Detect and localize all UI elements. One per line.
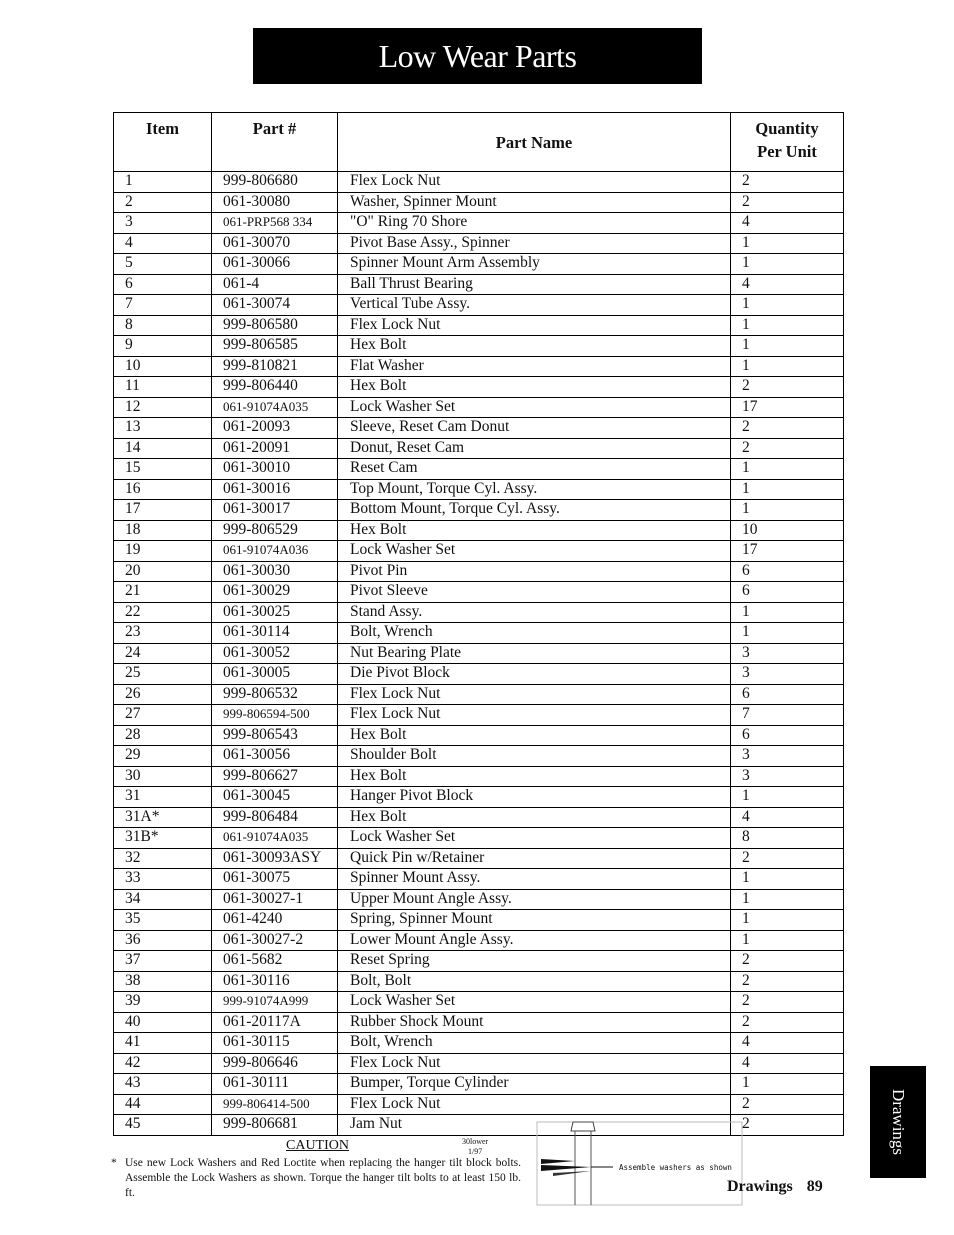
cell-item: 13 [114,418,212,439]
cell-quantity: 1 [731,254,844,275]
header-item: Item [114,113,212,172]
cell-quantity: 1 [731,479,844,500]
cell-item: 17 [114,500,212,521]
cell-quantity: 1 [731,336,844,357]
cell-item: 22 [114,602,212,623]
footer-section: Drawings [727,1178,793,1195]
cell-part-number: 999-806580 [212,315,338,336]
table-row [114,192,844,213]
cell-item: 39 [114,992,212,1013]
cell-part-name: Bolt, Wrench [338,1033,731,1054]
table-row [114,664,844,685]
cell-part-number: 061-PRP568 334 [212,213,338,234]
cell-part-number: 061-30070 [212,233,338,254]
cell-quantity: 2 [731,1094,844,1115]
cell-part-name: Hex Bolt [338,766,731,787]
cell-item: 31B* [114,828,212,849]
cell-part-number: 061-5682 [212,951,338,972]
cell-part-number: 999-806414-500 [212,1094,338,1115]
table-row [114,1053,844,1074]
cell-part-number: 061-20093 [212,418,338,439]
cell-quantity: 1 [731,787,844,808]
cell-part-number: 061-30017 [212,500,338,521]
cell-part-number: 999-806529 [212,520,338,541]
cell-part-name: Bolt, Bolt [338,971,731,992]
cell-part-name: Jam Nut [338,1115,731,1136]
cell-part-name: Donut, Reset Cam [338,438,731,459]
cell-part-number: 061-91074A035 [212,397,338,418]
cell-item: 45 [114,1115,212,1136]
cell-part-name: Hex Bolt [338,520,731,541]
cell-part-number: 061-30027-2 [212,930,338,951]
cell-quantity: 1 [731,315,844,336]
washer-assembly-diagram [533,1121,743,1207]
cell-item: 10 [114,356,212,377]
cell-item: 19 [114,541,212,562]
table-row [114,582,844,603]
cell-part-name: Nut Bearing Plate [338,643,731,664]
table-row [114,172,844,193]
table-row [114,1094,844,1115]
table-row [114,1074,844,1095]
table-row [114,971,844,992]
table-row [114,602,844,623]
cell-part-number: 061-4240 [212,910,338,931]
table-row [114,397,844,418]
cell-quantity: 2 [731,971,844,992]
cell-quantity: 10 [731,520,844,541]
cell-part-name: Hanger Pivot Block [338,787,731,808]
cell-part-number: 999-806532 [212,684,338,705]
table-row [114,541,844,562]
cell-part-name: Top Mount, Torque Cyl. Assy. [338,479,731,500]
cell-item: 31 [114,787,212,808]
cell-quantity: 17 [731,397,844,418]
cell-item: 44 [114,1094,212,1115]
caution-text: Use new Lock Washers and Red Loctite when replacing the hanger tilt block bolts. Assemble the Lock Washers as shown. Torque the hanger tilt bolts to at least 150 lb. ft. [125,1157,521,1199]
cell-part-number: 999-806681 [212,1115,338,1136]
cell-quantity: 4 [731,213,844,234]
cell-part-name: "O" Ring 70 Shore [338,213,731,234]
cell-quantity: 2 [731,192,844,213]
table-row [114,233,844,254]
cell-item: 9 [114,336,212,357]
cell-quantity: 1 [731,295,844,316]
cell-quantity: 2 [731,377,844,398]
cell-part-number: 061-30052 [212,643,338,664]
page-title: Low Wear Parts [378,37,577,74]
cell-part-name: Flex Lock Nut [338,1053,731,1074]
table-row [114,459,844,480]
cell-part-name: Hex Bolt [338,336,731,357]
cell-item: 24 [114,643,212,664]
cell-quantity: 4 [731,274,844,295]
cell-item: 40 [114,1012,212,1033]
cell-quantity: 4 [731,1033,844,1054]
table-row [114,889,844,910]
table-row [114,725,844,746]
table-row [114,684,844,705]
cell-item: 34 [114,889,212,910]
page-footer [727,1178,823,1196]
table-row [114,643,844,664]
cell-quantity: 4 [731,807,844,828]
cell-item: 37 [114,951,212,972]
table-row [114,213,844,234]
cell-part-number: 999-806585 [212,336,338,357]
cell-item: 31A* [114,807,212,828]
cell-quantity: 6 [731,725,844,746]
cell-quantity: 6 [731,561,844,582]
cell-part-name: Ball Thrust Bearing [338,274,731,295]
cell-item: 7 [114,295,212,316]
cell-quantity: 1 [731,889,844,910]
section-tab-drawings[interactable] [870,1066,926,1178]
cell-part-number: 061-30027-1 [212,889,338,910]
cell-quantity: 3 [731,664,844,685]
table-row [114,930,844,951]
cell-item: 11 [114,377,212,398]
cell-part-name: Bottom Mount, Torque Cyl. Assy. [338,500,731,521]
cell-quantity: 1 [731,1074,844,1095]
cell-part-name: Reset Spring [338,951,731,972]
cell-quantity: 1 [731,356,844,377]
cell-part-number: 061-91074A036 [212,541,338,562]
cell-quantity: 2 [731,848,844,869]
table-row [114,910,844,931]
cell-item: 27 [114,705,212,726]
table-row [114,254,844,275]
cell-item: 6 [114,274,212,295]
cell-item: 26 [114,684,212,705]
cell-part-name: Spinner Mount Assy. [338,869,731,890]
cell-part-name: Quick Pin w/Retainer [338,848,731,869]
cell-quantity: 3 [731,643,844,664]
cell-quantity: 8 [731,828,844,849]
cell-part-name: Hex Bolt [338,377,731,398]
cell-part-name: Hex Bolt [338,807,731,828]
cell-item: 38 [114,971,212,992]
cell-part-number: 061-20117A [212,1012,338,1033]
cell-part-name: Lock Washer Set [338,397,731,418]
parts-table-body [114,172,844,1136]
caution-note [111,1156,521,1201]
table-row [114,1033,844,1054]
cell-item: 14 [114,438,212,459]
cell-quantity: 2 [731,172,844,193]
cell-part-name: Rubber Shock Mount [338,1012,731,1033]
page-number: 89 [806,1178,823,1195]
cell-part-number: 061-30074 [212,295,338,316]
caution-heading: CAUTION [286,1138,349,1153]
section-tab-label: Drawings [889,1088,909,1156]
cell-part-number: 061-30075 [212,869,338,890]
table-row [114,274,844,295]
cell-part-number: 061-30045 [212,787,338,808]
cell-part-name: Flex Lock Nut [338,172,731,193]
table-row [114,951,844,972]
cell-part-number: 061-30116 [212,971,338,992]
cell-quantity: 2 [731,992,844,1013]
table-header-row [114,113,844,172]
cell-part-name: Spring, Spinner Mount [338,910,731,931]
cell-quantity: 4 [731,1053,844,1074]
cell-part-number: 999-806646 [212,1053,338,1074]
cell-part-name: Lower Mount Angle Assy. [338,930,731,951]
cell-item: 1 [114,172,212,193]
cell-quantity: 2 [731,438,844,459]
cell-part-name: Spinner Mount Arm Assembly [338,254,731,275]
cell-part-name: Lock Washer Set [338,828,731,849]
table-row [114,848,844,869]
cell-item: 41 [114,1033,212,1054]
cell-part-name: Shoulder Bolt [338,746,731,767]
cell-part-number: 061-30005 [212,664,338,685]
cell-part-name: Reset Cam [338,459,731,480]
cell-item: 36 [114,930,212,951]
cell-quantity: 3 [731,766,844,787]
table-row [114,295,844,316]
cell-item: 5 [114,254,212,275]
cell-part-number: 061-30093ASY [212,848,338,869]
table-row [114,807,844,828]
cell-part-name: Pivot Base Assy., Spinner [338,233,731,254]
cell-quantity: 1 [731,500,844,521]
table-row [114,315,844,336]
cell-quantity: 1 [731,930,844,951]
cell-part-name: Upper Mount Angle Assy. [338,889,731,910]
cell-item: 25 [114,664,212,685]
cell-quantity: 2 [731,1012,844,1033]
cell-item: 32 [114,848,212,869]
cell-part-number: 061-30115 [212,1033,338,1054]
cell-quantity: 1 [731,602,844,623]
cell-item: 15 [114,459,212,480]
cell-part-number: 999-806440 [212,377,338,398]
table-row [114,1012,844,1033]
cell-item: 30 [114,766,212,787]
cell-part-name: Bolt, Wrench [338,623,731,644]
cell-part-name: Flex Lock Nut [338,705,731,726]
cell-item: 12 [114,397,212,418]
cell-quantity: 3 [731,746,844,767]
table-row [114,500,844,521]
cell-part-number: 061-30016 [212,479,338,500]
page-title-banner [253,28,702,84]
cell-part-number: 999-806484 [212,807,338,828]
cell-quantity: 1 [731,233,844,254]
table-row [114,479,844,500]
cell-part-name: Sleeve, Reset Cam Donut [338,418,731,439]
table-row [114,787,844,808]
diagram-label: Assemble washers as shown [619,1163,732,1172]
cell-quantity: 7 [731,705,844,726]
cell-part-number: 061-30029 [212,582,338,603]
cell-item: 23 [114,623,212,644]
cell-quantity: 2 [731,418,844,439]
cell-item: 4 [114,233,212,254]
cell-part-name: Pivot Sleeve [338,582,731,603]
table-row [114,520,844,541]
cell-item: 35 [114,910,212,931]
table-row [114,356,844,377]
cell-part-name: Stand Assy. [338,602,731,623]
cell-quantity: 6 [731,684,844,705]
cell-part-number: 061-30080 [212,192,338,213]
cell-item: 8 [114,315,212,336]
table-row [114,992,844,1013]
cell-part-name: Bumper, Torque Cylinder [338,1074,731,1095]
cell-part-name: Washer, Spinner Mount [338,192,731,213]
cell-part-number: 999-806680 [212,172,338,193]
cell-part-number: 061-91074A035 [212,828,338,849]
cell-part-number: 061-30114 [212,623,338,644]
cell-part-number: 999-810821 [212,356,338,377]
cell-item: 42 [114,1053,212,1074]
cell-part-name: Die Pivot Block [338,664,731,685]
table-row [114,746,844,767]
cell-item: 29 [114,746,212,767]
cell-part-name: Vertical Tube Assy. [338,295,731,316]
cell-part-name: Flex Lock Nut [338,684,731,705]
drawing-id: 30lower 1/97 [462,1137,489,1156]
cell-part-number: 061-30010 [212,459,338,480]
cell-part-name: Flex Lock Nut [338,1094,731,1115]
cell-item: 18 [114,520,212,541]
cell-part-number: 061-30030 [212,561,338,582]
cell-part-number: 061-30111 [212,1074,338,1095]
cell-part-number: 999-806594-500 [212,705,338,726]
cell-part-name: Lock Washer Set [338,541,731,562]
cell-item: 43 [114,1074,212,1095]
table-row [114,869,844,890]
header-part-number: Part # [212,113,338,172]
cell-part-name: Pivot Pin [338,561,731,582]
cell-part-number: 061-4 [212,274,338,295]
table-row [114,377,844,398]
table-row [114,336,844,357]
cell-item: 20 [114,561,212,582]
cell-item: 33 [114,869,212,890]
cell-quantity: 1 [731,623,844,644]
parts-table [113,112,844,1136]
cell-quantity: 17 [731,541,844,562]
cell-part-number: 061-30025 [212,602,338,623]
cell-item: 28 [114,725,212,746]
cell-item: 16 [114,479,212,500]
table-row [114,705,844,726]
cell-quantity: 2 [731,1115,844,1136]
table-row [114,766,844,787]
footnote-star: * [111,1157,117,1169]
cell-quantity: 2 [731,951,844,972]
table-row [114,561,844,582]
cell-part-name: Lock Washer Set [338,992,731,1013]
cell-part-name: Flat Washer [338,356,731,377]
cell-quantity: 6 [731,582,844,603]
cell-quantity: 1 [731,910,844,931]
table-row [114,438,844,459]
table-row [114,623,844,644]
cell-part-number: 999-806627 [212,766,338,787]
cell-item: 21 [114,582,212,603]
cell-part-name: Hex Bolt [338,725,731,746]
cell-part-number: 999-806543 [212,725,338,746]
cell-quantity: 1 [731,459,844,480]
cell-part-number: 061-30056 [212,746,338,767]
header-part-name: Part Name [338,113,731,172]
cell-quantity: 1 [731,869,844,890]
table-row [114,828,844,849]
cell-item: 3 [114,213,212,234]
cell-part-number: 061-30066 [212,254,338,275]
cell-part-number: 061-20091 [212,438,338,459]
cell-part-name: Flex Lock Nut [338,315,731,336]
table-row [114,418,844,439]
header-quantity: Quantity Per Unit [731,113,844,172]
cell-item: 2 [114,192,212,213]
cell-part-number: 999-91074A999 [212,992,338,1013]
